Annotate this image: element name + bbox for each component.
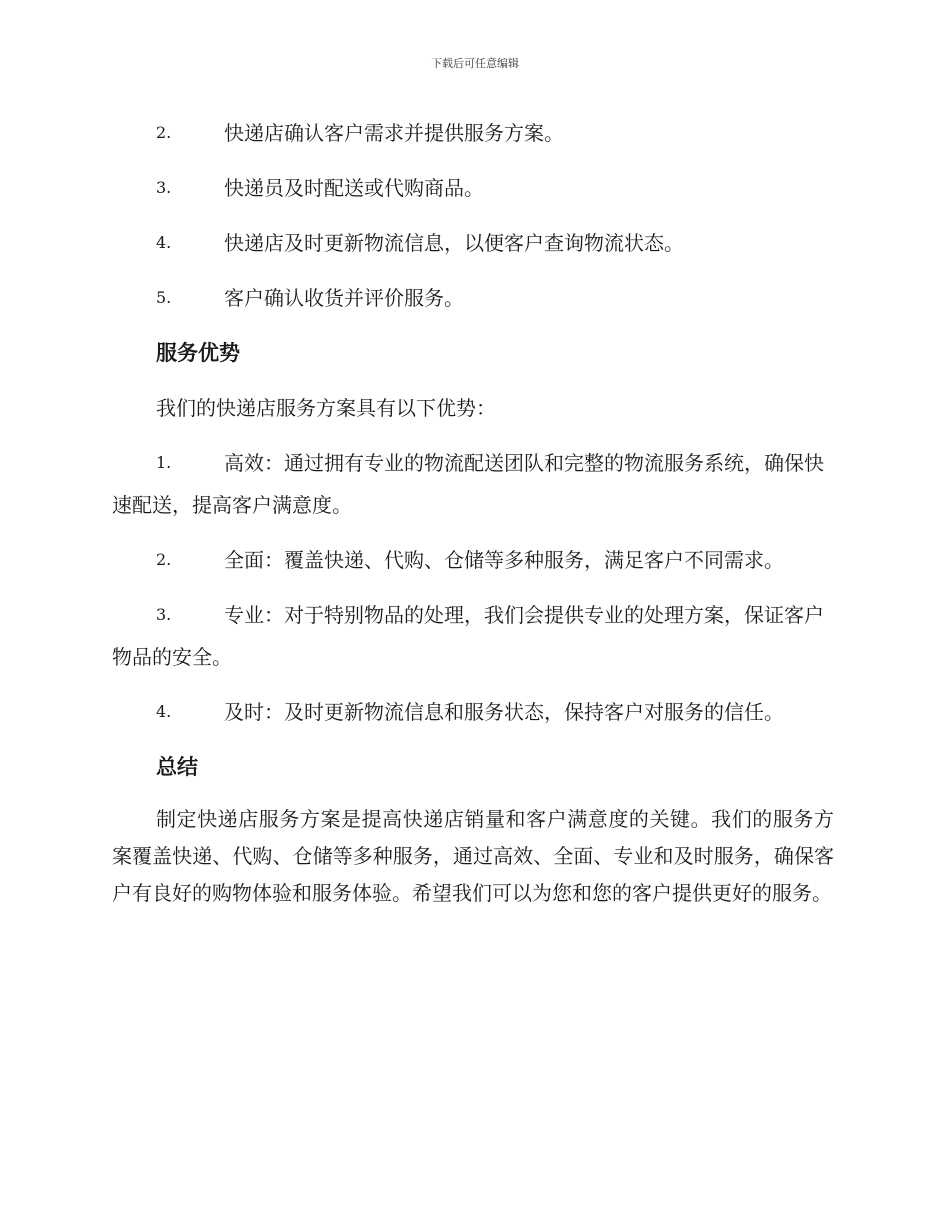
summary-heading: 总结 — [156, 755, 198, 779]
advantage-text: 及时：及时更新物流信息和服务状态，保持客户对服务的信任。 — [224, 700, 784, 724]
step-text: 客户确认收货并评价服务。 — [224, 286, 464, 310]
advantage-item — [112, 691, 834, 733]
step-item — [112, 222, 834, 264]
step-text: 快递店及时更新物流信息，以便客户查询物流状态。 — [224, 231, 684, 255]
header-note: 下载后可任意编辑 — [431, 57, 519, 70]
advantage-item — [112, 539, 834, 581]
advantage-number: 1. — [156, 453, 172, 472]
advantages-intro: 我们的快递店服务方案具有以下优势： — [156, 396, 496, 420]
advantage-number: 4. — [156, 702, 172, 721]
advantage-item — [112, 442, 834, 526]
advantage-number: 3. — [156, 605, 172, 624]
step-number: 4. — [156, 233, 172, 252]
advantage-number: 2. — [156, 550, 172, 569]
advantage-text: 高效：通过拥有专业的物流配送团队和完整的物流服务系统，确保快速配送，提高客户满意度。 — [112, 451, 824, 517]
summary-paragraph: 制定快递店服务方案是提高快递店销量和客户满意度的关键。我们的服务方案覆盖快递、代购、仓储等多种服务，通过高效、全面、专业和及时服务，确保客户有良好的购物体验和服务体验。希望我们可以为您和您的客户提供更好的服务。 — [112, 807, 834, 905]
step-number: 2. — [156, 123, 172, 142]
step-number: 5. — [156, 288, 172, 307]
step-text: 快递店确认客户需求并提供服务方案。 — [224, 121, 564, 145]
step-item — [112, 277, 834, 319]
step-number: 3. — [156, 178, 172, 197]
step-item — [112, 167, 834, 209]
advantage-text: 全面：覆盖快递、代购、仓储等多种服务，满足客户不同需求。 — [224, 548, 784, 572]
advantage-text: 专业：对于特别物品的处理，我们会提供专业的处理方案，保证客户物品的安全。 — [112, 603, 824, 669]
step-text: 快递员及时配送或代购商品。 — [224, 176, 484, 200]
advantages-heading: 服务优势 — [156, 341, 240, 365]
step-item — [112, 112, 834, 154]
document-body — [112, 112, 834, 925]
advantage-item — [112, 594, 834, 678]
